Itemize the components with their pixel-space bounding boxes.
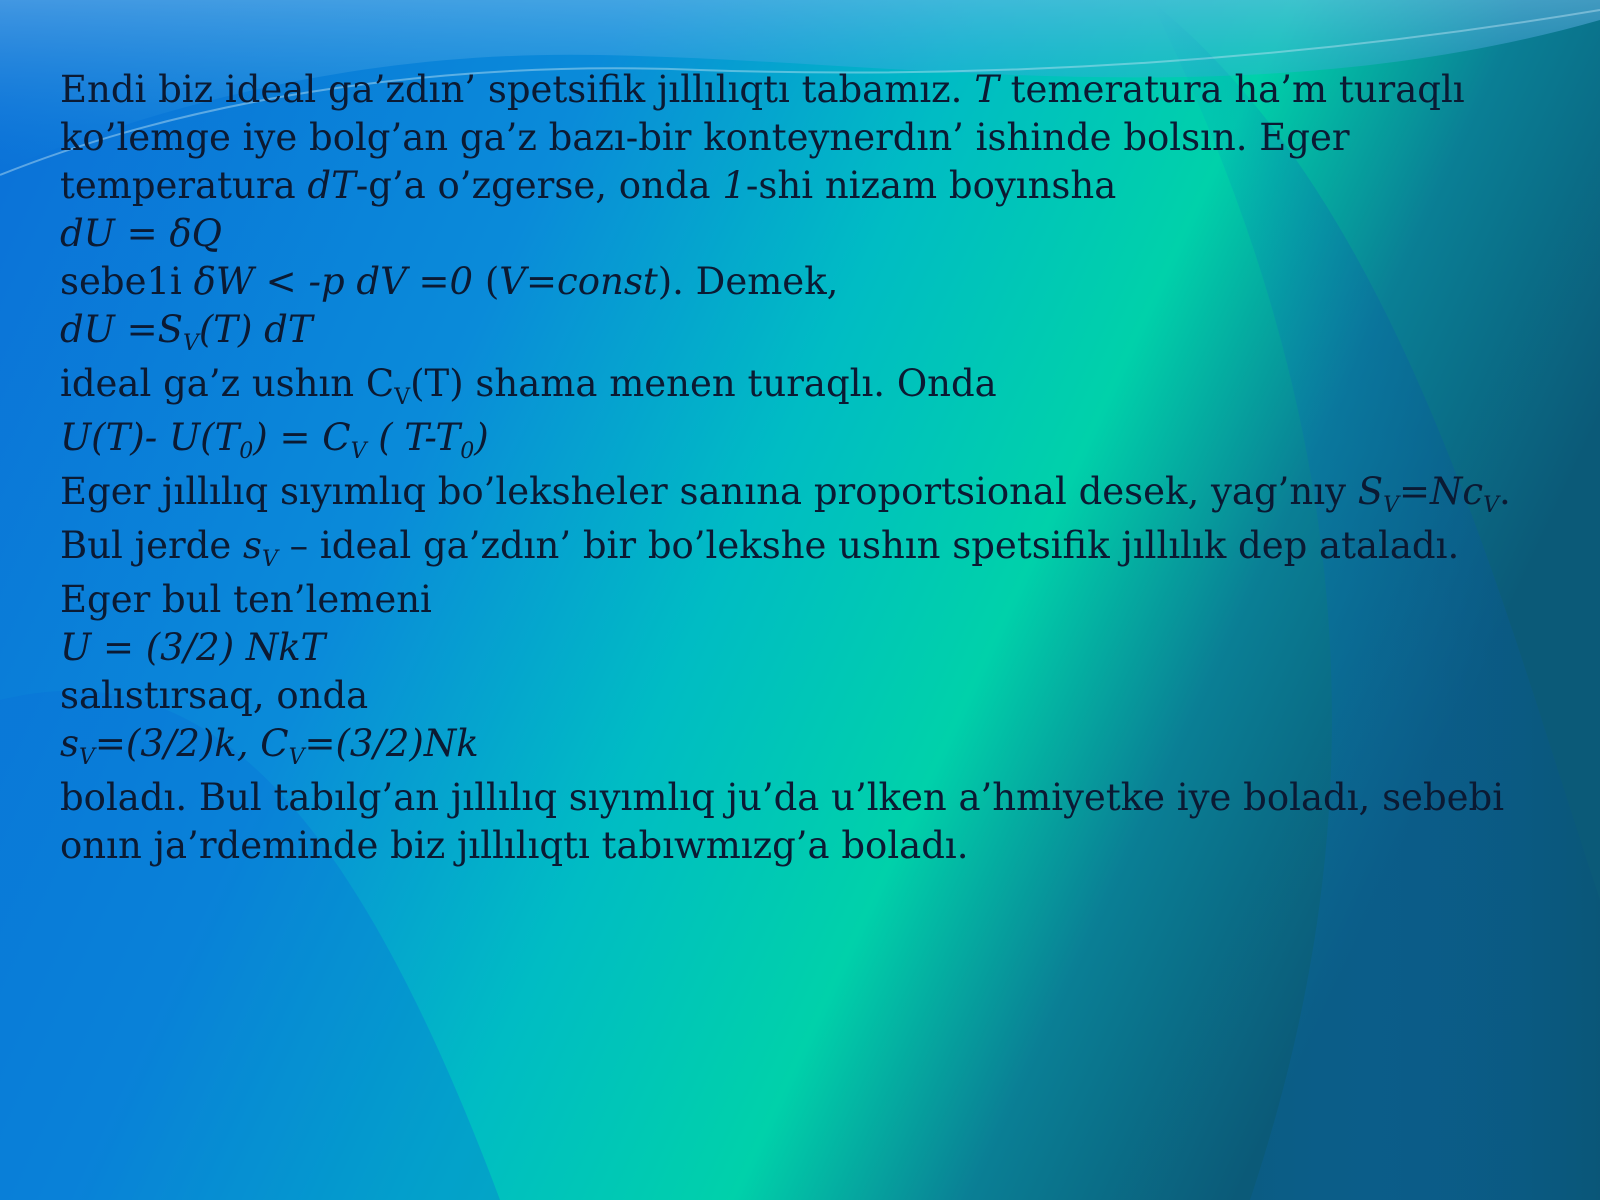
paragraph-line: salıstırsaq, onda <box>60 674 369 717</box>
equation-u-difference: U(T)- $U(T_0) = C_V$ ( $T-T_0$) <box>60 416 489 464</box>
paragraph-line: ko’lemge iye bolg’an ga’z bazı-bir konteynerdın’ ishinde bolsın. Eger <box>60 116 1350 159</box>
paragraph-line: Endi biz ideal ga’zdın’ spetsifik jıllılıqtı tabamız. T temeratura ha’m turaqlı <box>60 68 1465 111</box>
paragraph-line: Eger bul ten’lemeni <box>60 578 432 621</box>
paragraph-line: ideal ga’z ushın $C_V(T)$ shama menen turaqlı. Onda <box>60 362 997 410</box>
equation-u-nkt: U = (3/2) NkT <box>60 626 326 669</box>
paragraph-line: Eger jıllılıq sıyımlıq bo’leksheler sanına proportsional desek, yag’nıy $S_V=Nc_V$. <box>60 470 1511 518</box>
slide-text <box>60 66 1550 870</box>
equation-du-sv: dU $=S_V(T)$ dT <box>60 308 313 356</box>
equation-sv-cv: $s_V=(3/2)k$, $C_V=(3/2)Nk$ <box>60 722 479 770</box>
paragraph-line: onın ja’rdeminde biz jıllılıqtı tabıwmızg’a boladı. <box>60 824 969 867</box>
paragraph-line: temperatura dT-g’a o’zgerse, onda 1-shi nizam boyınsha <box>60 164 1117 207</box>
equation-du-dq: dU = δQ <box>60 212 223 255</box>
paragraph-line: sebe1i δW < -p dV =0 (V=const). Demek, <box>60 260 839 303</box>
paragraph-line: Bul jerde $s_V$ – ideal ga’zdın’ bir bo’lekshe ushın spetsifik jıllılık dep ataladı. <box>60 524 1460 572</box>
paragraph-line: boladı. Bul tabılg’an jıllılıq sıyımlıq ju’da u’lken a’hmiyetke iye boladı, sebebi <box>60 776 1505 819</box>
